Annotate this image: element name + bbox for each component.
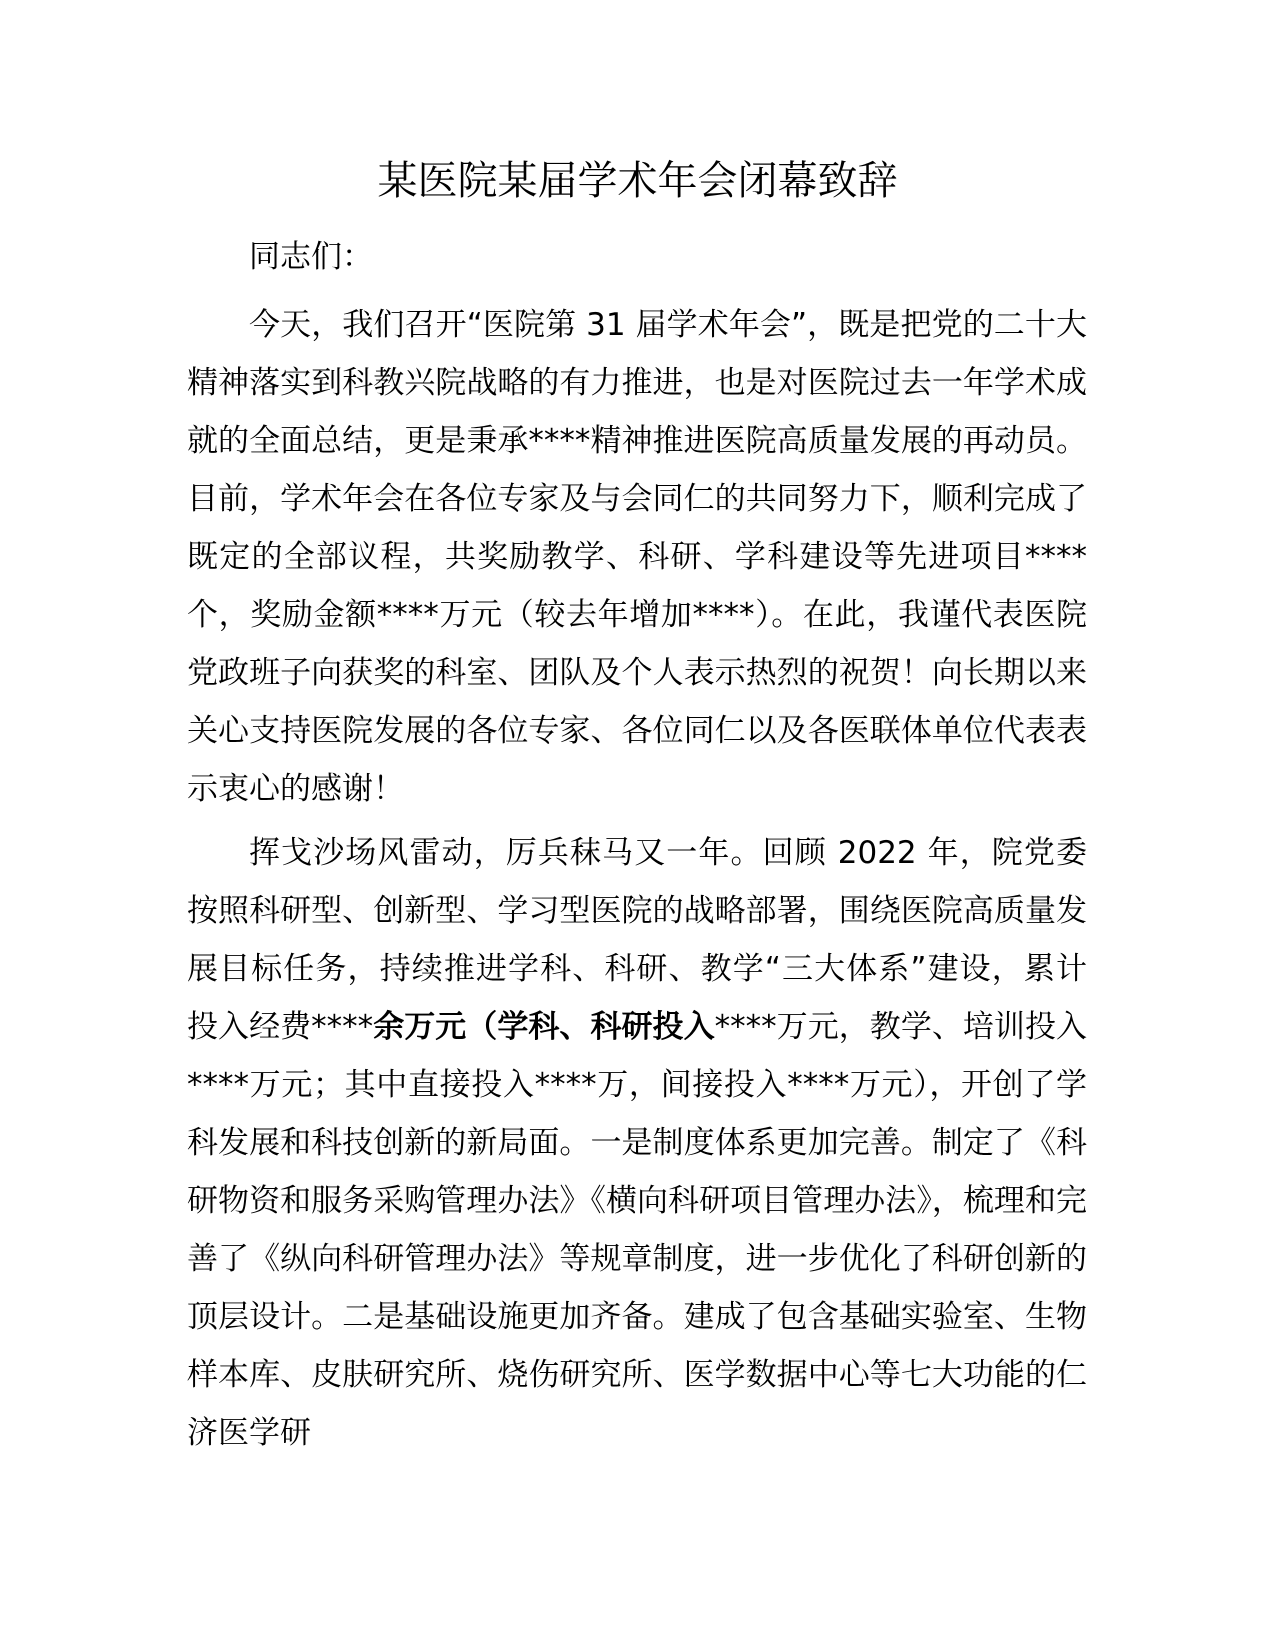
- paragraph-review: [187, 824, 1087, 1462]
- paragraph-review-text-bold: 余万元（学科、科研投入: [373, 1009, 715, 1045]
- paragraph-review-text-after: ****万元，教学、培训投入****万元；其中直接投入****万，间接投入****万元），开创了学科发展和科技创新的新局面。一是制度体系更加完善。制定了《科研物资和服务采购管理办法》《横向科研项目管理办法》，梳理和完善了《纵向科研管理办法》等规章制度，进一步优化了科研创新的顶层设计。二是基础设施更加齐备。建成了包含基础实验室、生物样本库、皮肤研究所、烧伤研究所、医学数据中心等七大功能的仁济医学研: [187, 1009, 1088, 1451]
- paragraph-review-text-before: 挥戈沙场风雷动，厉兵秣马又一年。回顾 2022 年，院党委按照科研型、创新型、学习型医院的战略部署，围绕医院高质量发展目标任务，持续推进学科、科研、教学“三大体系”建设，累计投入经费****: [187, 835, 1087, 1045]
- document-title: 某医院某届学术年会闭幕致辞: [377, 158, 898, 204]
- greeting: 同志们：: [249, 239, 373, 275]
- document-body: [187, 228, 1087, 1468]
- paragraph-opening: 今天，我们召开“医院第 31 届学术年会”，既是把党的二十大精神落实到科教兴院战略的有力推进，也是对医院过去一年学术成就的全面总结，更是秉承****精神推进医院高质量发展的再动员。目前，学术年会在各位专家及与会同仁的共同努力下，顺利完成了既定的全部议程，共奖励教学、科研、学科建设等先进项目****个，奖励金额****万元（较去年增加****）。在此，我谨代表医院党政班子向获奖的科室、团队及个人表示热烈的祝贺！向长期以来关心支持医院发展的各位专家、各位同仁以及各医联体单位代表表示衷心的感谢！: [187, 307, 1087, 807]
